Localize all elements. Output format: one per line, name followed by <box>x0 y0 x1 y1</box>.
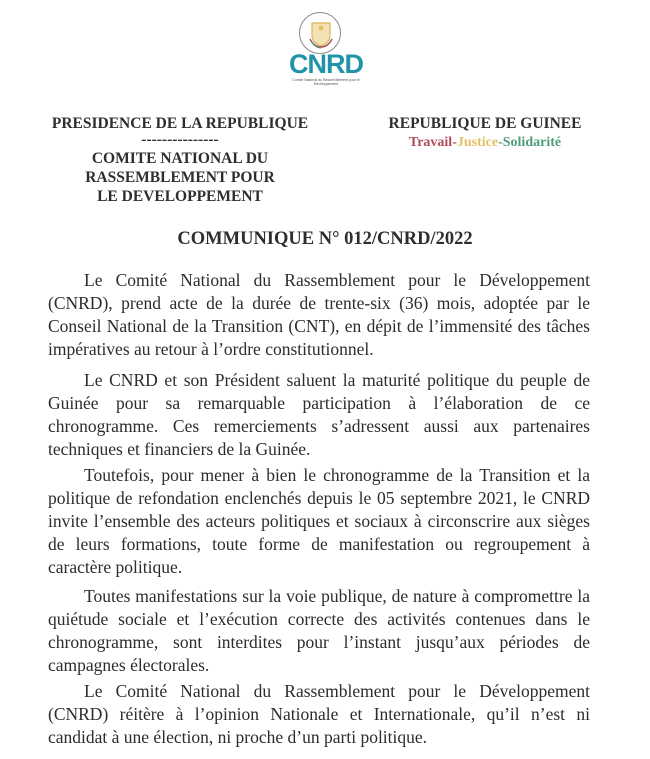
paragraph-5: Le Comité National du Rassemblement pour le Développement (CNRD) réitère à l’opinion Nationale et Internationale, qu’il n’est ni candidat à une élection, ni proche d’un parti politique. <box>48 681 590 747</box>
country-name: REPUBLIQUE DE GUINEE <box>388 115 582 132</box>
committee-name-line1: COMITE NATIONAL DU <box>91 150 269 167</box>
motto-dash: - <box>498 135 503 150</box>
presidency-label: PRESIDENCE DE LA REPUBLIQUE <box>51 115 309 132</box>
paragraph-3: Toutefois, pour mener à bien le chronogramme de la Transition et la politique de refondation enclenchés depuis le 05 septembre 2021, le CNRD invite l’ensemble des acteurs politiques et sociaux à circonscrire aux sièges de leurs formations, toute forme de manifestation ou regroupement à caractère politique. <box>48 465 590 577</box>
motto-word-travail: Travail <box>408 135 453 150</box>
logo-tagline: Comité National du Rassemblement pour le Développement <box>292 78 360 86</box>
committee-name-line2: RASSEMBLEMENT POUR <box>85 169 275 186</box>
logo-wordmark <box>280 50 372 78</box>
communique-title: COMMUNIQUE N° 012/CNRD/2022 <box>177 229 473 249</box>
motto-word-justice: Justice <box>456 135 499 150</box>
header-separator: --------------- <box>141 131 219 148</box>
paragraph-4: Toutes manifestations sur la voie publique, de nature à compromettre la quiétude sociale et l’exécution correcte des activités contenues dans le chronogramme, sont interdites pour l’instant jusqu’aux périodes de campagnes électorales. <box>48 586 590 675</box>
cnrd-logo <box>280 8 372 90</box>
motto-word-solidarite: Solidarité <box>502 135 562 150</box>
motto-dash: - <box>452 135 457 150</box>
header-left <box>45 114 315 206</box>
paragraph-2: Le CNRD et son Président saluent la maturité politique du peuple de Guinée pour sa remarquable participation à l’élaboration de ce chronogramme. Ces remerciements s’adressent aussi aux partenaires techniques et financiers de la Guinée. <box>48 370 590 459</box>
header-right <box>360 114 610 152</box>
paragraph-1: Le Comité National du Rassemblement pour le Développement (CNRD), prend acte de la durée de trente-six (36) mois, adoptée par le Conseil National de la Transition (CNT), en dépit de l’immensité des tâches impératives au retour à l’ordre constitutionnel. <box>48 270 590 359</box>
logo-wordmark-text: CNRD <box>289 49 363 79</box>
coat-of-arms-icon <box>299 12 341 54</box>
committee-name-line3: LE DEVELOPPEMENT <box>97 188 263 205</box>
national-motto <box>360 133 610 152</box>
